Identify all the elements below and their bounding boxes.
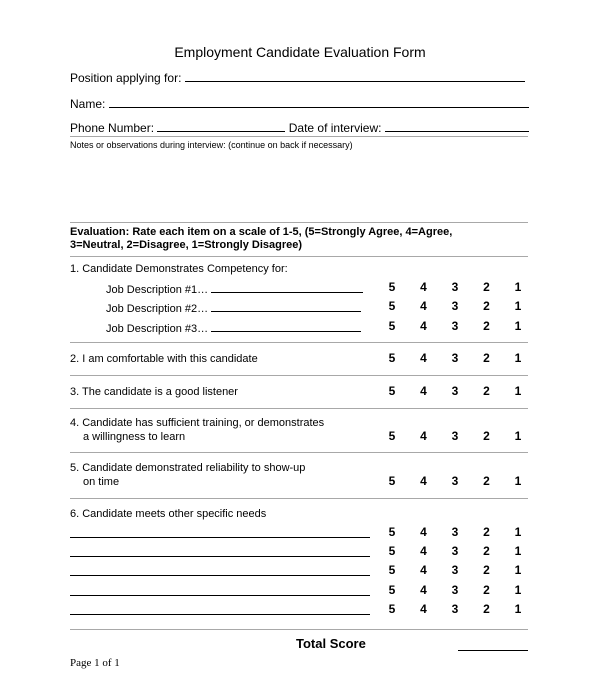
form-title: Employment Candidate Evaluation Form xyxy=(174,44,426,60)
rating-scale-other-2[interactable] xyxy=(380,544,530,558)
question-6: 6. Candidate meets other specific needs xyxy=(70,508,267,520)
rating-1[interactable]: 1 xyxy=(514,280,522,294)
rating-3[interactable]: 3 xyxy=(451,602,459,616)
phone-line[interactable] xyxy=(157,120,285,132)
rating-1[interactable]: 1 xyxy=(514,583,522,597)
rating-2[interactable]: 2 xyxy=(483,319,490,333)
question-5-line-2: on time xyxy=(83,476,120,488)
rating-1[interactable]: 1 xyxy=(514,525,522,539)
rating-scale-q2[interactable] xyxy=(380,351,530,365)
q5-divider xyxy=(70,452,528,453)
rating-2[interactable]: 2 xyxy=(483,351,490,365)
rating-5[interactable]: 5 xyxy=(388,319,396,333)
job-description-1-line[interactable] xyxy=(211,281,363,293)
rating-2[interactable]: 2 xyxy=(483,280,490,294)
rating-4[interactable]: 4 xyxy=(420,544,427,558)
notes-divider xyxy=(70,136,528,137)
position-field[interactable] xyxy=(70,70,525,85)
question-4-line-2: a willingness to learn xyxy=(83,431,186,443)
rating-scale-other-3[interactable] xyxy=(380,563,530,577)
rating-1[interactable]: 1 xyxy=(514,429,522,443)
rating-5[interactable]: 5 xyxy=(388,299,396,313)
rating-2[interactable]: 2 xyxy=(483,525,490,539)
rating-4[interactable]: 4 xyxy=(420,474,427,488)
q1-divider xyxy=(70,256,528,257)
rating-5[interactable]: 5 xyxy=(388,544,396,558)
phone-date-field[interactable] xyxy=(70,120,529,135)
q3-divider xyxy=(70,375,528,376)
rating-5[interactable]: 5 xyxy=(388,583,396,597)
date-label: Date of interview: xyxy=(288,121,382,135)
rating-3[interactable]: 3 xyxy=(451,319,459,333)
question-2: 2. I am comfortable with this candidate xyxy=(70,353,258,365)
rating-1[interactable]: 1 xyxy=(514,384,522,398)
rating-5[interactable]: 5 xyxy=(388,602,396,616)
rating-1[interactable]: 1 xyxy=(514,563,522,577)
rating-3[interactable]: 3 xyxy=(451,351,459,365)
rating-2[interactable]: 2 xyxy=(483,583,490,597)
other-need-line-2[interactable] xyxy=(70,556,370,557)
evaluation-line-1: Evaluation: Rate each item on a scale of 1-5, (5=Strongly Agree, 4=Agree, xyxy=(70,226,453,238)
rating-4[interactable]: 4 xyxy=(420,563,427,577)
job-description-3 xyxy=(106,320,361,335)
total-divider xyxy=(70,629,528,630)
rating-5[interactable]: 5 xyxy=(388,474,396,488)
rating-5[interactable]: 5 xyxy=(388,351,396,365)
rating-4[interactable]: 4 xyxy=(420,319,427,333)
rating-3[interactable]: 3 xyxy=(451,474,459,488)
evaluation-divider xyxy=(70,222,528,223)
rating-scale-q4[interactable] xyxy=(380,429,530,443)
name-field[interactable] xyxy=(70,96,529,111)
rating-2[interactable]: 2 xyxy=(483,429,490,443)
rating-scale-jd3[interactable] xyxy=(380,319,530,333)
rating-5[interactable]: 5 xyxy=(388,429,396,443)
date-line[interactable] xyxy=(385,120,529,132)
q2-divider xyxy=(70,342,528,343)
notes-label: Notes or observations during interview: (continue on back if necessary) xyxy=(70,140,353,150)
job-description-2 xyxy=(106,300,361,315)
rating-5[interactable]: 5 xyxy=(388,525,396,539)
rating-1[interactable]: 1 xyxy=(514,319,522,333)
rating-4[interactable]: 4 xyxy=(420,351,427,365)
question-5 xyxy=(70,461,305,489)
rating-2[interactable]: 2 xyxy=(483,474,490,488)
rating-3[interactable]: 3 xyxy=(451,280,459,294)
total-score-line[interactable] xyxy=(458,650,528,651)
rating-1[interactable]: 1 xyxy=(514,351,522,365)
rating-5[interactable]: 5 xyxy=(388,280,396,294)
other-need-line-4[interactable] xyxy=(70,595,370,596)
rating-scale-q5[interactable] xyxy=(380,474,530,488)
job-description-3-line[interactable] xyxy=(211,320,361,332)
rating-4[interactable]: 4 xyxy=(420,429,427,443)
rating-3[interactable]: 3 xyxy=(451,384,459,398)
rating-scale-other-4[interactable] xyxy=(380,583,530,597)
rating-5[interactable]: 5 xyxy=(388,563,396,577)
position-label: Position applying for: xyxy=(70,71,182,85)
q6-divider xyxy=(70,498,528,499)
rating-3[interactable]: 3 xyxy=(451,583,459,597)
rating-3[interactable]: 3 xyxy=(451,563,459,577)
name-line[interactable] xyxy=(109,96,529,108)
rating-4[interactable]: 4 xyxy=(420,299,427,313)
rating-5[interactable]: 5 xyxy=(388,384,396,398)
job-description-1-label: Job Description #1… xyxy=(106,284,209,296)
job-description-3-label: Job Description #3… xyxy=(106,323,209,335)
q4-divider xyxy=(70,408,528,409)
rating-4[interactable]: 4 xyxy=(420,602,427,616)
rating-scale-jd2[interactable] xyxy=(380,299,530,313)
rating-3[interactable]: 3 xyxy=(451,544,459,558)
rating-2[interactable]: 2 xyxy=(483,602,490,616)
rating-1[interactable]: 1 xyxy=(514,602,522,616)
rating-3[interactable]: 3 xyxy=(451,525,459,539)
rating-4[interactable]: 4 xyxy=(420,384,427,398)
position-line[interactable] xyxy=(185,70,525,82)
page-number: Page 1 of 1 xyxy=(70,657,120,669)
job-description-2-line[interactable] xyxy=(211,300,361,312)
question-5-line-1: 5. Candidate demonstrated reliability to show-up xyxy=(70,462,306,474)
rating-2[interactable]: 2 xyxy=(483,384,490,398)
phone-label: Phone Number: xyxy=(70,121,155,135)
rating-1[interactable]: 1 xyxy=(514,544,522,558)
job-description-1 xyxy=(106,281,363,296)
rating-2[interactable]: 2 xyxy=(483,299,490,313)
rating-2[interactable]: 2 xyxy=(483,563,490,577)
rating-4[interactable]: 4 xyxy=(420,280,427,294)
rating-scale-q3[interactable] xyxy=(380,384,530,398)
rating-4[interactable]: 4 xyxy=(420,525,427,539)
rating-4[interactable]: 4 xyxy=(420,583,427,597)
rating-3[interactable]: 3 xyxy=(451,429,459,443)
evaluation-line-2: 3=Neutral, 2=Disagree, 1=Strongly Disagree) xyxy=(70,239,303,251)
rating-scale-other-5[interactable] xyxy=(380,602,530,616)
rating-1[interactable]: 1 xyxy=(514,299,522,313)
other-need-line-3[interactable] xyxy=(70,575,370,576)
job-description-2-label: Job Description #2… xyxy=(106,303,209,315)
other-need-line-1[interactable] xyxy=(70,537,370,538)
rating-scale-other-1[interactable] xyxy=(380,525,530,539)
question-3: 3. The candidate is a good listener xyxy=(70,386,238,398)
rating-1[interactable]: 1 xyxy=(514,474,522,488)
question-4 xyxy=(70,416,324,444)
rating-2[interactable]: 2 xyxy=(483,544,490,558)
evaluation-instructions xyxy=(70,226,510,252)
rating-3[interactable]: 3 xyxy=(451,299,459,313)
total-score-label: Total Score xyxy=(296,636,366,651)
question-1: 1. Candidate Demonstrates Competency for: xyxy=(70,263,288,275)
name-label: Name: xyxy=(70,97,106,111)
other-need-line-5[interactable] xyxy=(70,614,370,615)
rating-scale-jd1[interactable] xyxy=(380,280,530,294)
question-4-line-1: 4. Candidate has sufficient training, or demonstrates xyxy=(70,417,325,429)
